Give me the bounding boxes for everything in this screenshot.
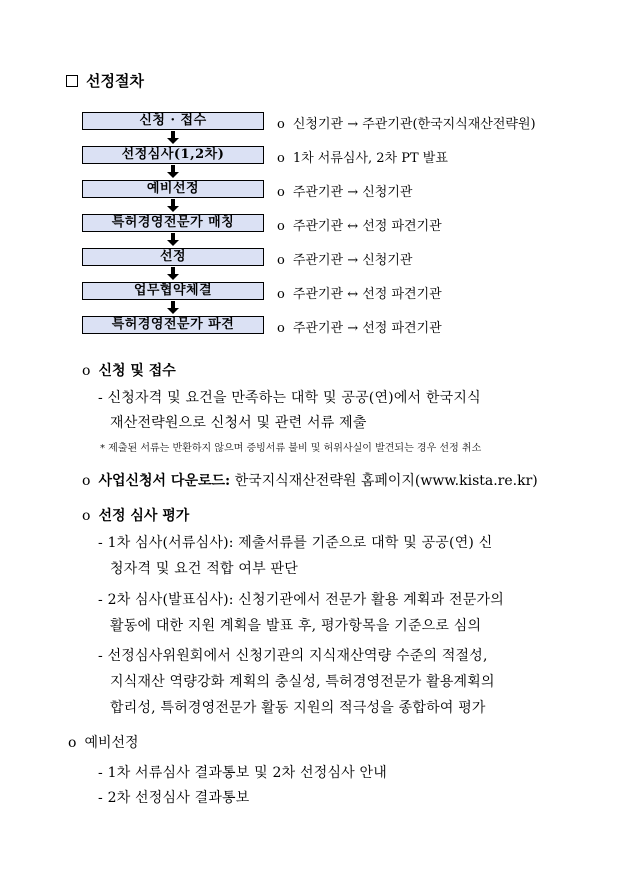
bullet: o: [82, 508, 91, 524]
bullet: o: [277, 219, 285, 234]
flow-step-apply: 신청 · 접수: [82, 112, 264, 130]
apply-line-2: 재산전략원으로 신청서 및 관련 서류 제출: [110, 415, 367, 431]
down-arrow-icon: [82, 300, 264, 316]
down-arrow-icon: [82, 130, 264, 146]
eval-item-3-line-1: - 선정심사위원회에서 신청기관의 지식재산역량 수준의 적절성,: [98, 648, 488, 664]
flow-desc-apply: [277, 113, 536, 132]
preselect-heading: [68, 732, 139, 752]
procedure-flowchart: [82, 112, 267, 334]
bullet: o: [277, 117, 285, 132]
bullet: o: [277, 253, 285, 268]
eval-item-3-line-3: 합리성, 특허경영전문가 활동 지원의 적극성을 종합하여 평가: [110, 700, 486, 716]
square-bullet-icon: [66, 75, 78, 87]
evaluation-heading: [82, 505, 189, 525]
flow-step-dispatch: 특허경영전문가 파견: [82, 316, 264, 334]
eval-item-3-line-2: 지식재산 역량강화 계획의 충실성, 특허경영전문가 활용계획의: [110, 674, 495, 690]
bullet: o: [82, 363, 91, 379]
flow-desc-text: 주관기관 → 신청기관: [292, 185, 413, 200]
apply-title: 신청 및 접수: [98, 363, 176, 379]
down-arrow-icon: [82, 198, 264, 214]
eval-item-2-line-2: 활동에 대한 지원 계획을 발표 후, 평가항목을 기준으로 심의: [110, 618, 482, 634]
flow-desc-text: 신청기관 → 주관기관(한국지식재산전략원): [292, 117, 536, 132]
eval-item-1-line-2: 청자격 및 요건 적합 여부 판단: [110, 561, 298, 577]
evaluation-title: 선정 심사 평가: [98, 508, 190, 524]
flow-step-preselect: 예비선정: [82, 180, 264, 198]
flow-desc-text: 주관기관 ↔ 선정 파견기관: [292, 219, 442, 234]
flow-desc-select: [277, 249, 412, 268]
bullet: o: [82, 473, 91, 489]
flow-desc-text: 주관기관 ↔ 선정 파견기관: [292, 287, 442, 302]
bullet: o: [277, 321, 285, 336]
bullet: o: [277, 185, 285, 200]
preselect-line-2: - 2차 선정심사 결과통보: [98, 790, 250, 806]
flow-step-review: 선정심사(1,2차): [82, 146, 264, 164]
apply-line-1: - 신청자격 및 요건을 만족하는 대학 및 공공(연)에서 한국지식: [98, 390, 481, 406]
bullet: o: [68, 735, 77, 751]
download-title: 사업신청서 다운로드:: [98, 473, 231, 489]
down-arrow-icon: [82, 232, 264, 248]
flow-step-agreement: 업무협약체결: [82, 282, 264, 300]
bullet: o: [277, 287, 285, 302]
flow-desc-preselect: [277, 181, 412, 200]
apply-note: * 제출된 서류는 반환하지 않으며 증빙서류 불비 및 허위사실이 발견되는 경우 선정 취소: [100, 443, 482, 454]
apply-heading: [82, 360, 176, 380]
flow-step-select: 선정: [82, 248, 264, 266]
flow-desc-dispatch: [277, 317, 442, 336]
flow-desc-text: 1차 서류심사, 2차 PT 발표: [292, 151, 448, 166]
flow-desc-matching: [277, 215, 442, 234]
download-text: 한국지식재산전략원 홈페이지(www.kista.re.kr): [230, 473, 538, 489]
flow-desc-text: 주관기관 → 선정 파견기관: [292, 321, 442, 336]
bullet: o: [277, 151, 285, 166]
eval-item-1-line-1: - 1차 심사(서류심사): 제출서류를 기준으로 대학 및 공공(연) 신: [98, 535, 493, 551]
download-line: [82, 470, 538, 490]
flow-desc-agreement: [277, 283, 442, 302]
flow-desc-review: [277, 147, 448, 166]
down-arrow-icon: [82, 266, 264, 282]
preselect-title: 예비선정: [84, 735, 139, 751]
eval-item-2-line-1: - 2차 심사(발표심사): 신청기관에서 전문가 활용 계획과 전문가의: [98, 592, 504, 608]
preselect-line-1: - 1차 서류심사 결과통보 및 2차 선정심사 안내: [98, 765, 388, 781]
flow-desc-text: 주관기관 → 신청기관: [292, 253, 413, 268]
section-heading: [66, 70, 144, 91]
section-title: 선정절차: [86, 72, 144, 90]
flow-step-matching: 특허경영전문가 매칭: [82, 214, 264, 232]
down-arrow-icon: [82, 164, 264, 180]
